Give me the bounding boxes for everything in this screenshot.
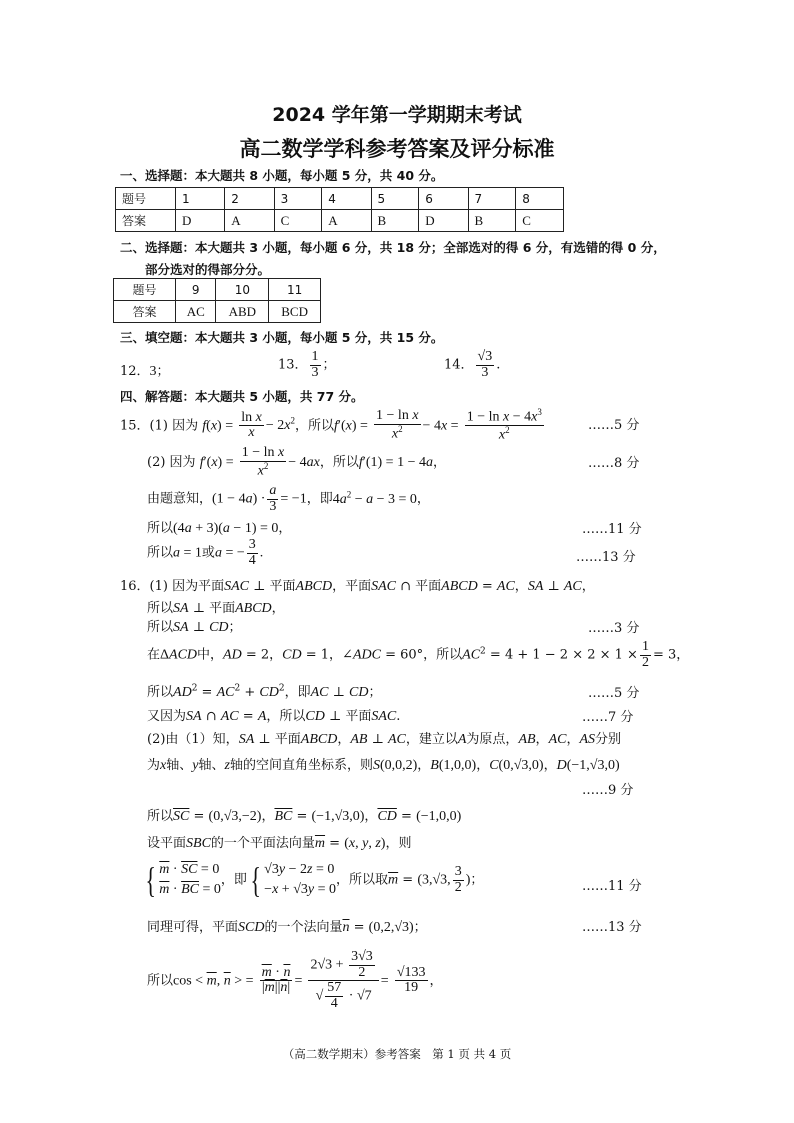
- q15-part2: (2) 因为 f′(x) = $\frac{\text{1 − ln x}}{x^2}$ − 4ax，所以f′(1) = 1 − 4a，: [147, 445, 446, 479]
- q16-line3: 所以SA ⊥ CD；: [147, 620, 242, 635]
- score-mark: ……11 分: [582, 522, 642, 537]
- text: 轴的空间直角坐标系，则: [229, 758, 373, 773]
- section3-heading: 三、填空题：本大题共 3 小题，每小题 5 分，共 15 分。: [120, 330, 444, 345]
- answer-cell: B: [371, 210, 419, 232]
- q16-line12: 同理可得，平面SCD的一个法向量$\overline{n} = (0,2,√3)$；: [147, 920, 427, 935]
- punct: .: [496, 357, 501, 373]
- answer-14: [444, 350, 500, 380]
- question-number: 4: [322, 188, 371, 210]
- text: ，所以: [294, 418, 334, 434]
- text: 平面: [209, 601, 236, 616]
- answer-cell: BCD: [269, 301, 321, 323]
- q15-line3: 由题意知，(1 − 4a) · $\frac{a}{3}$ = −1，即$4a^2 - a - 3 = 0$，: [147, 483, 430, 514]
- text: ，则: [385, 836, 412, 851]
- question-number: 5: [371, 188, 419, 210]
- q16-line6: 又因为SA ∩ AC = A，所以CD ⊥ 平面SAC.: [147, 709, 401, 724]
- row-label: 答案: [114, 301, 176, 323]
- text: 同理可得，平面: [147, 920, 239, 935]
- row-label: 答案: [116, 210, 176, 232]
- numerator: 1: [311, 349, 319, 364]
- text: ，所以: [266, 709, 306, 724]
- answer-cell: AC: [176, 301, 216, 323]
- text: ，所以取: [336, 872, 389, 888]
- fraction: [476, 350, 495, 380]
- answer-12-value: 3: [149, 364, 157, 379]
- numerator: √3: [477, 349, 493, 364]
- question-number: 8: [516, 188, 564, 210]
- answer-cell: A: [225, 210, 274, 232]
- text: ，即: [306, 491, 333, 507]
- score-mark: ……5 分: [588, 686, 640, 701]
- text: 所以: [147, 545, 174, 561]
- question-row: [114, 279, 321, 301]
- text: 又因为: [147, 709, 187, 724]
- score-mark: ……5 分: [588, 418, 640, 433]
- text: 所以: [147, 521, 174, 536]
- text: ，平面: [332, 579, 372, 594]
- text: 所以: [147, 620, 174, 635]
- text: ，所以: [319, 455, 359, 471]
- fraction: [310, 350, 321, 380]
- text: (1) 因为平面: [149, 579, 225, 594]
- text: ，即: [220, 872, 247, 888]
- text: 所以: [147, 973, 174, 989]
- denominator: 3: [311, 364, 319, 380]
- q16-line2: 所以SA ⊥ 平面ABCD，: [147, 601, 285, 616]
- answer-cell: B: [468, 210, 516, 232]
- text: 为原点，: [466, 732, 519, 747]
- text: 的一个法向量: [264, 920, 343, 935]
- question-number: 6: [419, 188, 468, 210]
- question-number: 2: [225, 188, 274, 210]
- score-mark: ……7 分: [582, 710, 634, 725]
- text: 设平面: [147, 836, 187, 851]
- question-number: 9: [176, 279, 216, 301]
- score-mark: ……9 分: [582, 783, 634, 798]
- q16-line1: 16．(1) 因为平面SAC ⊥ 平面ABCD，平面SAC ∩ 平面ABCD = AC，SA ⊥ AC，: [120, 579, 595, 594]
- question-label: 15．: [120, 418, 150, 434]
- punct: ；: [156, 364, 170, 379]
- text: (2)由（1）知，: [147, 732, 239, 747]
- question-number: 7: [468, 188, 516, 210]
- answer-key-title: 高二数学学科参考答案及评分标准: [239, 137, 555, 161]
- q16-line10: 设平面SBC的一个平面法向量$\overline{m} = (x$, y, z)，则: [147, 836, 412, 851]
- question-number: 3: [274, 188, 322, 210]
- score-mark: ……8 分: [588, 456, 640, 471]
- q16-line4: 在ΔACD中，AD = 2，CD = 1，∠ADC = 60°，所以$AC^2 = 4 + 1 - 2 \times 2 \times 1$ × $\frac{1}{2}$ = 3，: [147, 639, 690, 670]
- answer-cell: D: [419, 210, 468, 232]
- q16-line7: (2)由（1）知，SA ⊥ 平面ABCD，AB ⊥ AC，建立以A为原点，AB，AC，AS分别: [147, 732, 622, 747]
- q16-line9: 所以$\overline{SC} = (0,√3,-2)$，$\overline{BC} = (-1,√3,0)$，$\overline{CD} = (-1,0,0)$: [147, 809, 462, 824]
- score-mark: ……13 分: [582, 920, 642, 935]
- score-mark: ……13 分: [576, 550, 636, 565]
- score-mark: ……11 分: [582, 879, 642, 894]
- text: 平面: [415, 579, 442, 594]
- answer-14-label: 14．: [444, 357, 474, 373]
- q16-line11: { $\overline{m} \cdot \overline{SC} = 0$ $\overline{m} \cdot \overline{BC} = 0$ ，即{ √3y − 2z = 0 −x + √3y = 0 ，所以取$\overline{m} = (3,√3$, $\frac{3}{2}$ )；: [145, 860, 484, 900]
- q16-line13: 所以$\cos < \overline{m}$, $\overline{n}$ > = $\frac{\overline{m} \cdot \overline{n}}{|\overline{m}||\overline{n}|}$ = 2√3 + $\frac{3√3}{2}$ √ $\frac{57}{4}$ · √7 = $\frac{√133}{19}$ ，: [147, 949, 443, 1012]
- answer-row: [114, 301, 321, 323]
- text: ，即: [284, 685, 311, 700]
- text: (2) 因为: [147, 455, 196, 471]
- text: 平面: [345, 709, 372, 724]
- section1-heading: 一、选择题：本大题共 8 小题，每小题 5 分，共 40 分。: [120, 168, 444, 183]
- q15-part1: 15．(1) 因为 f(x) = $\frac{\text{ln x}}{x}$ − $2x^2$，所以f′(x) = $\frac{\text{1 − ln x}}{x^2}$ − 4x = $\frac{1 - \ln x - 4x^3}{x^2}$: [120, 407, 542, 443]
- question-row: [116, 188, 564, 210]
- text: ，建立以: [405, 732, 458, 747]
- text: 轴、: [198, 758, 225, 773]
- answer-13-label: 13．: [278, 357, 308, 373]
- text: 为: [147, 758, 161, 773]
- page-footer: （高二数学期末）参考答案 第 1 页 共 4 页: [282, 1047, 512, 1061]
- q16-line5: 所以$AD^2 = AC^2 + CD^2$，即AC ⊥ CD；: [147, 683, 382, 700]
- text: 轴、: [166, 758, 193, 773]
- punct: ；: [322, 357, 336, 373]
- text: 所以: [147, 685, 174, 700]
- text: 平面: [274, 732, 301, 747]
- answer-13: [278, 350, 336, 380]
- text: 所以: [147, 601, 174, 616]
- answer-12: [120, 360, 170, 380]
- score-mark: ……3 分: [588, 621, 640, 636]
- section2-heading-cont: 部分选对的得部分分。: [145, 262, 271, 277]
- question-number: 10: [216, 279, 269, 301]
- denominator: 3: [481, 364, 489, 380]
- section2-answer-table: [113, 278, 321, 323]
- text: 或: [201, 545, 215, 561]
- q16-line8: 为x轴、y轴、z轴的空间直角坐标系，则S(0,0,2)，B(1,0,0)，C(0,√3,0)，D(−1,√3,0): [147, 758, 620, 773]
- answer-cell: D: [176, 210, 225, 232]
- question-label: 16．: [120, 579, 150, 594]
- text: 分别: [595, 732, 622, 747]
- row-label: 题号: [116, 188, 176, 210]
- section2-heading: 二、选择题：本大题共 3 小题，每小题 6 分，共 18 分；全部选对的得 6 分，有选错的得 0 分，: [120, 240, 666, 255]
- text: 由题意知，: [147, 491, 213, 507]
- text: 平面: [269, 579, 296, 594]
- exam-title: 2024 学年第一学期期末考试: [272, 104, 522, 126]
- answer-cell: C: [274, 210, 322, 232]
- question-number: 1: [176, 188, 225, 210]
- text: 的一个平面法向量: [210, 836, 315, 851]
- answer-cell: ABD: [216, 301, 269, 323]
- text: 中，: [197, 647, 224, 663]
- q15-line5: 所以a = 1或a = − $\frac{3}{4}$ .: [147, 537, 264, 568]
- q15-line4: 所以(4a + 3)(a − 1) = 0，: [147, 521, 292, 536]
- text: (1) 因为: [149, 418, 199, 434]
- section1-answer-table: [115, 187, 564, 232]
- answer-cell: A: [322, 210, 371, 232]
- text: ，所以: [423, 647, 463, 663]
- text: 所以: [147, 809, 174, 824]
- answer-row: [116, 210, 564, 232]
- section4-heading: 四、解答题：本大题共 5 小题，共 77 分。: [120, 389, 364, 404]
- text: 在: [147, 647, 161, 663]
- row-label: 题号: [114, 279, 176, 301]
- answer-12-label: 12．: [120, 364, 150, 379]
- answer-cell: C: [516, 210, 564, 232]
- question-number: 11: [269, 279, 321, 301]
